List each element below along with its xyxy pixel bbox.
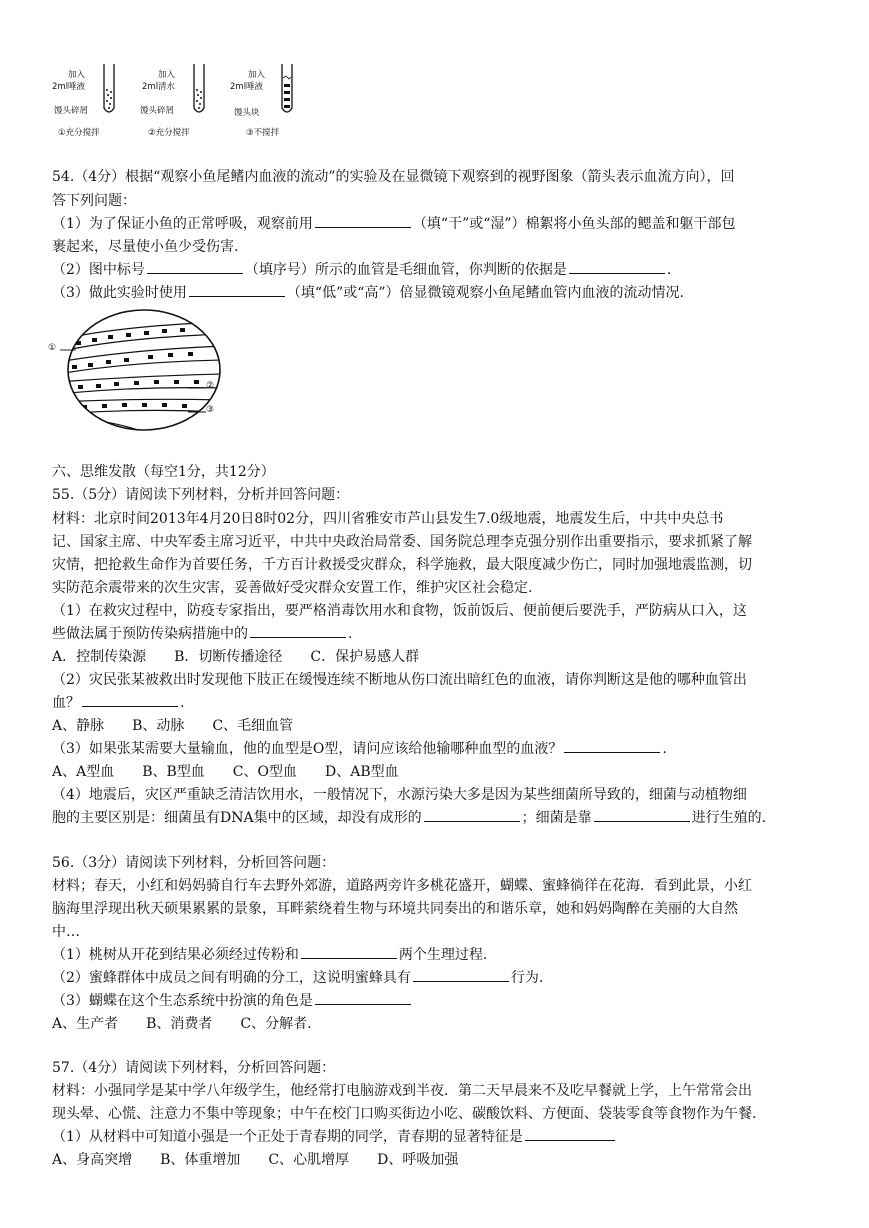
q56-line-3: 脑海里浮现出秋天硕果累累的景象，耳畔萦绕着生物与环境共同奏出的和谐乐章，她和妈妈陶醉在美丽的大自然 [52,901,738,917]
tube-1-content-label: 馒头碎屑 [54,106,89,116]
q55-line-6: （1）在救灾过程中，防疫专家指出，要严格消毒饮用水和食物，饭前饭后、便前便后要洗手，严防病从口入，这 [52,603,747,619]
q56-line-7 [52,990,413,1012]
q55-line-10 [52,692,184,714]
tube-3-caption: ③不搅拌 [246,128,280,138]
q54-q2-text-b: （填序号）所示的血管是毛细血管，你判断的依据是 [244,262,567,278]
q55-q3-text: （3）如果张某需要大量输血，他的血型是O型，请问应该给他输哪种血型的血液？ [52,741,563,757]
q55-line-3: 记、国家主席、中央军委主席习近平，中共中央政治局常委、国务院总理李克强分别作出重要指示，要求抓紧了解 [52,534,752,550]
q55-q1-period: . [348,626,353,642]
q56-q3-options: A、生产者 B、消费者 C、分解者. [52,1016,312,1032]
q56-line-6 [52,967,543,989]
q54-q3-blank[interactable] [189,282,285,297]
q54-q3-text-b: （填“低”或“高”）倍显微镜观察小鱼尾鳍血管内血液的流动情况. [286,285,684,301]
q56-q2-text-a: （2）蜜蜂群体中成员之间有明确的分工，这说明蜜蜂具有 [52,970,411,986]
q55-q4-text-a: 胞的主要区别是：细菌虽有DNA集中的区域，却没有成形的 [52,810,422,826]
q55-q4-text-b: ；细菌是靠 [521,810,592,826]
q56-q3-text: （3）蝴蝶在这个生态系统中扮演的角色是 [52,993,313,1009]
q54-q3-text-a: （3）做此实验时使用 [52,285,187,301]
q55-line-7 [52,623,352,645]
tube-2-caption: ②充分搅拌 [148,128,190,138]
q56-line-1: 56.（3分）请阅读下列材料，分析回答问题： [52,855,336,871]
q56-q1-blank[interactable] [301,944,397,959]
q55-line-5: 实防范余震带来的次生灾害，妥善做好受灾群众安置工作，维护灾区社会稳定. [52,580,533,596]
q57-q1-blank[interactable] [525,1126,615,1141]
q55-line-15 [52,807,766,829]
q55-q1-options: A．控制传染源 B．切断传播途径 C．保护易感人群 [52,649,420,665]
q55-q4-blank-1[interactable] [424,807,520,822]
q54-line-5 [52,259,671,281]
q56-q2-text-b: 行为. [510,970,544,986]
q54-q1-text-b: （填“干”或“湿”）棉絮将小鱼头部的鳃盖和躯干部包 [412,216,736,232]
q57-q1-options: A、身高突增 B、体重增加 C、心肌增厚 D、呼吸加强 [52,1152,459,1168]
test-tube-1 [102,64,116,116]
q56-q1-text-a: （1）桃树从开花到结果必须经过传粉和 [52,947,299,963]
q55-q3-period: . [662,741,667,757]
microscope-view-figure [48,308,228,432]
q55-line-12 [52,738,667,760]
q57-line-3: 现头晕、心慌、注意力不集中等现象；中午在校门口购买街边小吃、碳酸饮料、方便面、袋装零食等食物作为午餐. [52,1106,757,1122]
q55-q1-text: 些做法属于预防传染病措施中的 [52,626,248,642]
vessel-label-2: ② [206,381,215,391]
q56-q3-blank[interactable] [315,990,411,1005]
q56-line-4: 中… [52,924,80,940]
q55-q2-period: . [180,695,185,711]
q54-q1-text-a: （1）为了保证小鱼的正常呼吸，观察前用 [52,216,313,232]
q54-line-3 [52,213,736,235]
q54-q2-text-a: （2）图中标号 [52,262,145,278]
tube-2-content-label: 馒头碎屑 [140,106,175,116]
tube-1-liquid-label: 2ml唾液 [52,82,86,92]
q56-line-5 [52,944,487,966]
q57-line-2: 材料：小强同学是某中学八年级学生，他经常打电脑游戏到半夜．第二天早晨来不及吃早餐就上学，上午常常会出 [52,1083,752,1099]
q54-q2-text-c: . [666,262,672,278]
q54-q2-blank-2[interactable] [569,259,665,274]
tube-2-liquid-label: 2ml清水 [142,82,176,92]
q55-line-9: （2）灾民张某被救出时发现他下肢正在缓慢连续不断地从伤口流出暗红色的血液，请你判断这是他的哪种血管出 [52,672,747,688]
tube-3-content-label: 馒头块 [234,108,260,118]
vessel-label-3: ③ [206,405,215,415]
q55-line-2: 材料：北京时间2013年4月20日8时02分，四川省雅安市芦山县发生7.0级地震，地震发生后，中共中央总书 [52,511,724,527]
q55-line-4: 灾情，把抢救生命作为首要任务，千方百计救援受灾群众，科学施救，最大限度减少伤亡，同时加强地震监测，切 [52,557,752,573]
q54-q2-blank-1[interactable] [147,259,243,274]
q55-q3-options: A、A型血 B、B型血 C、O型血 D、AB型血 [52,764,399,780]
q54-line-1: 54.（4分）根据“观察小鱼尾鳍内血液的流动”的实验及在显微镜下观察到的视野图象（箭头表示血流方向），回 [52,169,735,185]
q54-line-6 [52,282,684,304]
section-6-heading: 六、思维发散（每空1分，共12分） [52,464,275,480]
q55-q4-text-c: 进行生殖的. [691,810,767,826]
tube-1-add-label: 加入 [68,70,86,80]
q57-q1-text: （1）从材料中可知道小强是一个正处于青春期的同学，青春期的显著特征是 [52,1129,523,1145]
q55-q2-blank[interactable] [82,692,178,707]
tube-3-liquid-label: 2ml唾液 [230,82,264,92]
q55-q4-blank-2[interactable] [594,807,690,822]
q57-line-1: 57.（4分）请阅读下列材料，分析回答问题： [52,1060,336,1076]
q55-q2-options: A、静脉 B、动脉 C、毛细血管 [52,718,294,734]
tube-1-caption: ①充分搅拌 [58,128,100,138]
q55-q1-blank[interactable] [250,623,346,638]
q56-q1-text-b: 两个生理过程. [398,947,488,963]
q55-q2-text: 血？ [52,695,80,711]
tube-3-add-label: 加入 [248,70,266,80]
q57-line-4 [52,1126,617,1148]
test-tubes-figure [50,62,310,152]
test-tube-3 [280,64,294,116]
q55-q3-blank[interactable] [564,738,660,753]
q56-q2-blank[interactable] [413,967,509,982]
blood-vessel-diagram [48,308,228,432]
q54-line-4: 裹起来，尽量使小鱼少受伤害. [52,239,239,255]
tube-2-add-label: 加入 [158,70,176,80]
q54-line-2: 答下列问题： [52,193,136,209]
q56-line-2: 材料；春天，小红和妈妈骑自行车去野外郊游，道路两旁许多桃花盛开，蝴蝶、蜜蜂徜徉在花海．看到此景，小红 [52,878,752,894]
test-tube-2 [192,64,206,116]
q55-line-1: 55.（5分）请阅读下列材料，分析并回答问题： [52,487,350,503]
q55-line-14: （4）地震后，灾区严重缺乏清洁饮用水，一般情况下，水源污染大多是因为某些细菌所导致的，细菌与动植物细 [52,787,747,803]
q54-q1-blank[interactable] [315,213,411,228]
vessel-label-1: ① [48,343,57,353]
